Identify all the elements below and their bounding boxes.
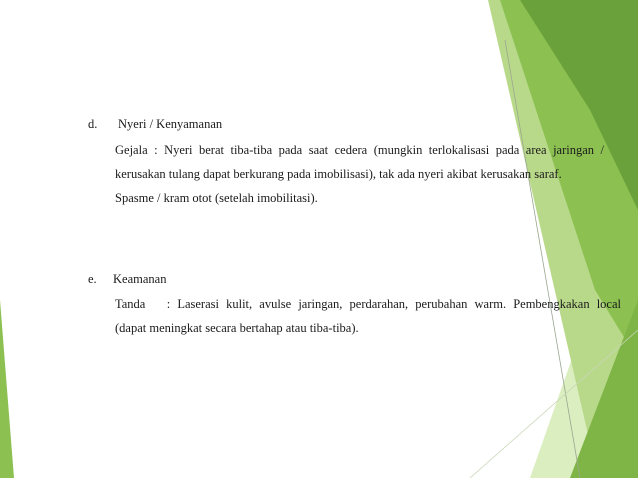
section-e-line: (dapat meningkat secara bertahap atau tiba-tiba). xyxy=(115,321,359,335)
section-d-line: Gejala : Nyeri berat tiba-tiba pada saat cedera (mungkin terlokalisasi pada area jaringan / xyxy=(115,143,604,157)
section-e-line: Tanda : Laserasi kulit, avulse jaringan, perdarahan, perubahan warm. Pembengkakan local xyxy=(115,297,621,311)
section-d-heading: Nyeri / Kenyamanan xyxy=(118,117,223,131)
section-d-line: kerusakan tulang dapat berkurang pada imobilisasi), tak ada nyeri akibat kerusakan saraf. xyxy=(115,167,562,181)
section-d-line: Spasme / kram otot (setelah imobilitasi). xyxy=(115,191,318,205)
section-d-marker: d. xyxy=(88,117,98,131)
section-e-heading: Keamanan xyxy=(113,272,167,286)
section-e-marker: e. xyxy=(88,272,97,286)
